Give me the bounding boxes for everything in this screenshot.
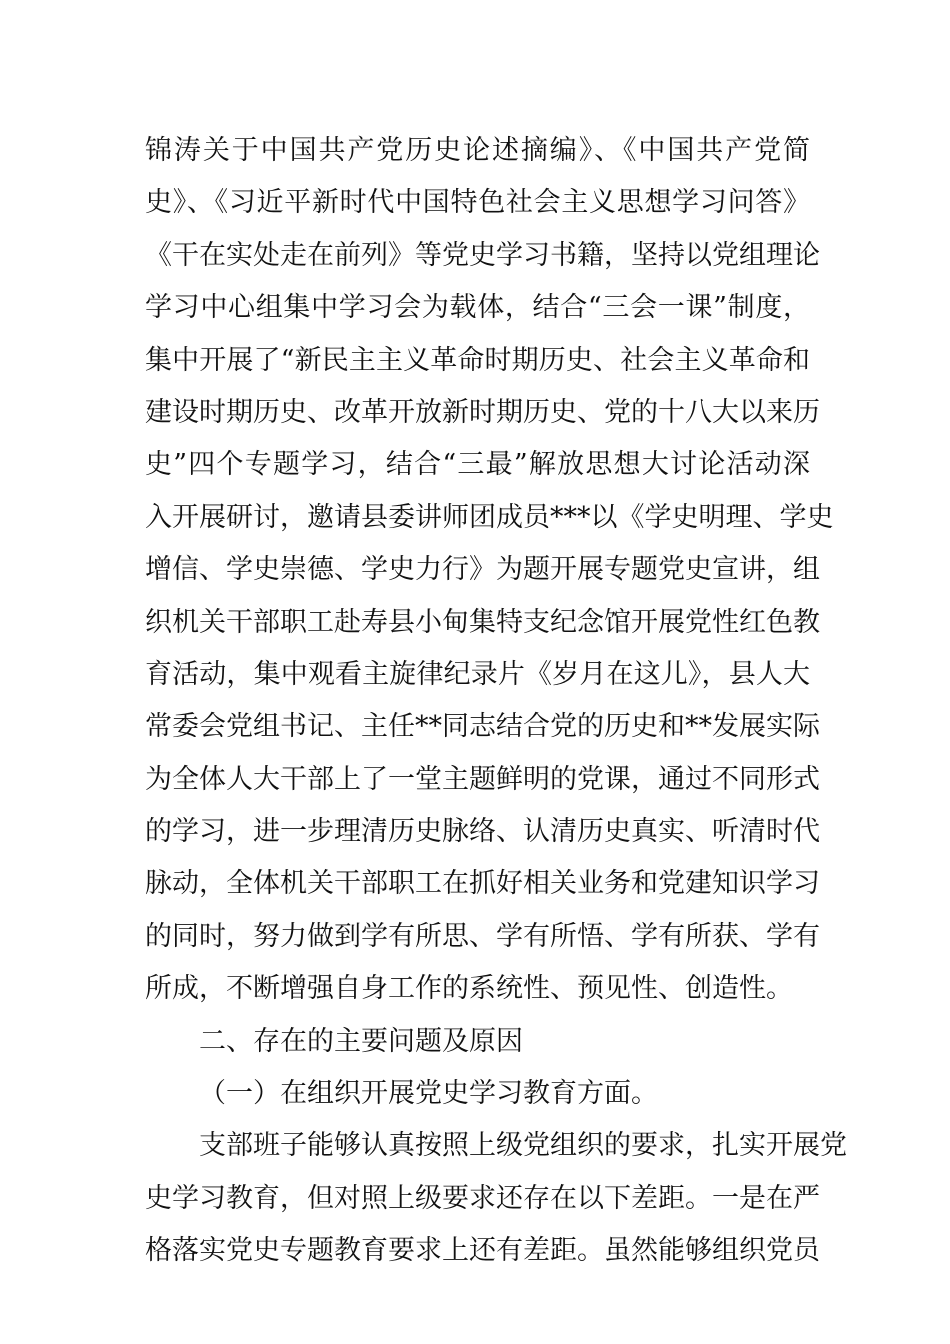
body-line: 格落实党史专题教育要求上还有差距。虽然能够组织党员 bbox=[145, 1235, 820, 1267]
body-line: 史》、《习近平新时代中国特色社会主义思想学习问答》 bbox=[145, 187, 810, 219]
body-line: 《干在实处走在前列》等党史学习书籍，坚持以党组理论 bbox=[145, 239, 820, 271]
body-line: 脉动，全体机关干部职工在抓好相关业务和党建知识学习 bbox=[145, 868, 820, 900]
body-line: 史学习教育，但对照上级要求还存在以下差距。一是在严 bbox=[145, 1182, 820, 1214]
section-heading: 二、存在的主要问题及原因 bbox=[199, 1025, 523, 1057]
document-body bbox=[145, 125, 847, 1278]
body-line: 的学习，进一步理清历史脉络、认清历史真实、听清时代 bbox=[145, 816, 820, 848]
body-line: 建设时期历史、改革开放新时期历史、党的十八大以来历 bbox=[145, 396, 820, 428]
body-line: 为全体人大干部上了一堂主题鲜明的党课，通过不同形式 bbox=[145, 763, 820, 795]
paragraph-end-line: 所成，不断增强自身工作的系统性、预见性、创造性。 bbox=[145, 973, 793, 1005]
body-line: 史”四个专题学习，结合“三最”解放思想大讨论活动深 bbox=[145, 449, 810, 481]
subsection-heading: （一）在组织开展党史学习教育方面。 bbox=[199, 1078, 658, 1110]
body-line: 学习中心组集中学习会为载体，结合“三会一课”制度， bbox=[145, 292, 810, 324]
body-line: 的同时，努力做到学有所思、学有所悟、学有所获、学有 bbox=[145, 920, 820, 952]
body-line: 织机关干部职工赴寿县小甸集特支纪念馆开展党性红色教 bbox=[145, 606, 820, 638]
body-line: 锦涛关于中国共产党历史论述摘编》、《中国共产党简 bbox=[145, 135, 810, 166]
body-line: 集中开展了“新民主主义革命时期历史、社会主义革命和 bbox=[145, 344, 810, 376]
body-line: 育活动，集中观看主旋律纪录片《岁月在这儿》，县人大 bbox=[145, 658, 810, 690]
body-line: 常委会党组书记、主任**同志结合党的历史和**发展实际 bbox=[145, 711, 820, 743]
body-line: 入开展研讨，邀请县委讲师团成员***以《学史明理、学史 bbox=[145, 501, 834, 533]
body-line: 增信、学史崇德、学史力行》为题开展专题党史宣讲，组 bbox=[145, 554, 820, 586]
paragraph-first-line: 支部班子能够认真按照上级党组织的要求，扎实开展党 bbox=[199, 1130, 847, 1162]
